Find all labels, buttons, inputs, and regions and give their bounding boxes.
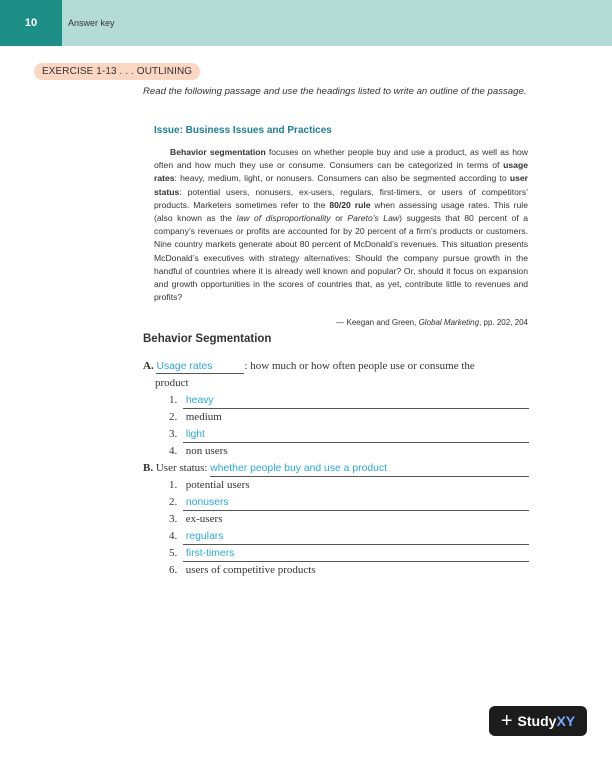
passage-paragraph <box>154 146 528 304</box>
outline-b-item-text: nonusers <box>183 496 529 511</box>
outline-a-line-2: product <box>155 377 189 389</box>
passage-segment: focuses on whether people buy and use a product, as well as how often and how much they use or consume. Consumers can be categorized in terms of <box>154 147 528 171</box>
passage-segment: 80/20 rule <box>329 199 371 210</box>
outline-a-item-number: 2. <box>169 411 178 423</box>
outline-b-item <box>143 494 529 511</box>
outline-b-line <box>143 460 529 477</box>
outline-b-item-text: first-timers <box>183 547 529 562</box>
outline-b-answer: whether people buy and use a product <box>210 462 529 477</box>
outline-a-item-text: non users <box>183 445 228 457</box>
logo-brand-accent: XY <box>556 713 576 729</box>
outline-b-item-number: 5. <box>169 547 178 559</box>
outline-a-item-text: heavy <box>183 394 529 409</box>
passage-segment: Behavior segmentation <box>170 147 266 157</box>
outline-b-item <box>143 477 529 494</box>
outline-b-item-text: ex-users <box>183 513 223 525</box>
citation <box>154 318 528 327</box>
passage-segment: : potential users, nonusers, ex-users, regulars, first-timers, or users of competitors’ products. Marketers sometimes refer to the <box>154 186 528 210</box>
passage-segment: user status <box>154 173 528 197</box>
outline-a-item <box>143 392 529 409</box>
outline-a-letter: A. <box>143 360 154 372</box>
outline-b-items <box>143 477 529 579</box>
outline-b-item <box>143 528 529 545</box>
outline-b-item-number: 6. <box>169 564 178 576</box>
outline-title: Behavior Segmentation <box>143 333 272 345</box>
passage-segment: Pareto’s Law <box>347 213 400 224</box>
outline-a-item <box>143 426 529 443</box>
outline-b-text: User status: <box>155 462 208 474</box>
exercise-label: EXERCISE 1-13 . . . OUTLINING <box>34 63 200 80</box>
outline <box>143 358 529 579</box>
passage-segment: : heavy, medium, light, or nonusers. Consumers can also be segmented according to <box>174 173 510 184</box>
outline-a-item-text: medium <box>183 411 222 423</box>
outline-b-item <box>143 562 529 579</box>
passage-segment: usage rates <box>154 160 528 184</box>
outline-b-item-number: 1. <box>169 479 178 491</box>
logo-brand-main: Study <box>517 713 557 729</box>
outline-b-item-number: 4. <box>169 530 178 542</box>
citation-title: Global Marketing <box>418 318 480 327</box>
passage-body <box>154 146 528 304</box>
outline-b-item-text: regulars <box>183 530 529 545</box>
outline-b-letter: B. <box>143 462 154 474</box>
outline-b-item <box>143 511 529 528</box>
studyxy-logo <box>489 706 587 736</box>
issue-heading: Issue: Business Issues and Practices <box>154 125 332 136</box>
outline-b-item-text: potential users <box>183 479 250 491</box>
outline-a-items <box>143 392 529 460</box>
outline-a-line <box>143 358 529 375</box>
outline-b-item-text: users of competitive products <box>183 564 316 576</box>
outline-a-item-number: 4. <box>169 445 178 457</box>
passage-segment: or <box>330 213 348 224</box>
outline-a-item <box>143 409 529 426</box>
citation-suffix: , pp. 202, 204 <box>479 318 528 327</box>
outline-a-text: : how much or how often people use or consume the <box>244 360 475 372</box>
outline-a-item <box>143 443 529 460</box>
outline-a-item-text: light <box>183 428 529 443</box>
outline-b-item-number: 2. <box>169 496 178 508</box>
outline-a-item-number: 3. <box>169 428 178 440</box>
outline-b-item-number: 3. <box>169 513 178 525</box>
exercise-instructions: Read the following passage and use the headings listed to write an outline of the passage. <box>143 86 527 97</box>
outline-a-answer: Usage rates <box>156 360 244 374</box>
passage-segment: ) suggests that 80 percent of a company’s revenues or profits are accounted for by 20 percent of a firm’s products or customers. Nine country markets generate about 80 percent of McDonald’s revenues. This situation presents McDonald’s executives with strategy alternatives: Should the company pursue growth in the handful of countries where it is already well known and popular? Or, should it focus on expansion and growth opportunities in the scores of countries that, as yet, contribute little to revenues and profits? <box>154 213 529 303</box>
outline-a-item-number: 1. <box>169 394 178 406</box>
citation-prefix: — Keegan and Green, <box>336 318 419 327</box>
passage-segment: law of disproportionality <box>236 213 331 224</box>
outline-b-item <box>143 545 529 562</box>
passage-segment: when assessing usage rates. This rule (also known as the <box>154 199 528 224</box>
plus-icon: + <box>500 709 513 732</box>
running-head: Answer key <box>68 18 115 28</box>
page-number: 10 <box>0 0 62 46</box>
